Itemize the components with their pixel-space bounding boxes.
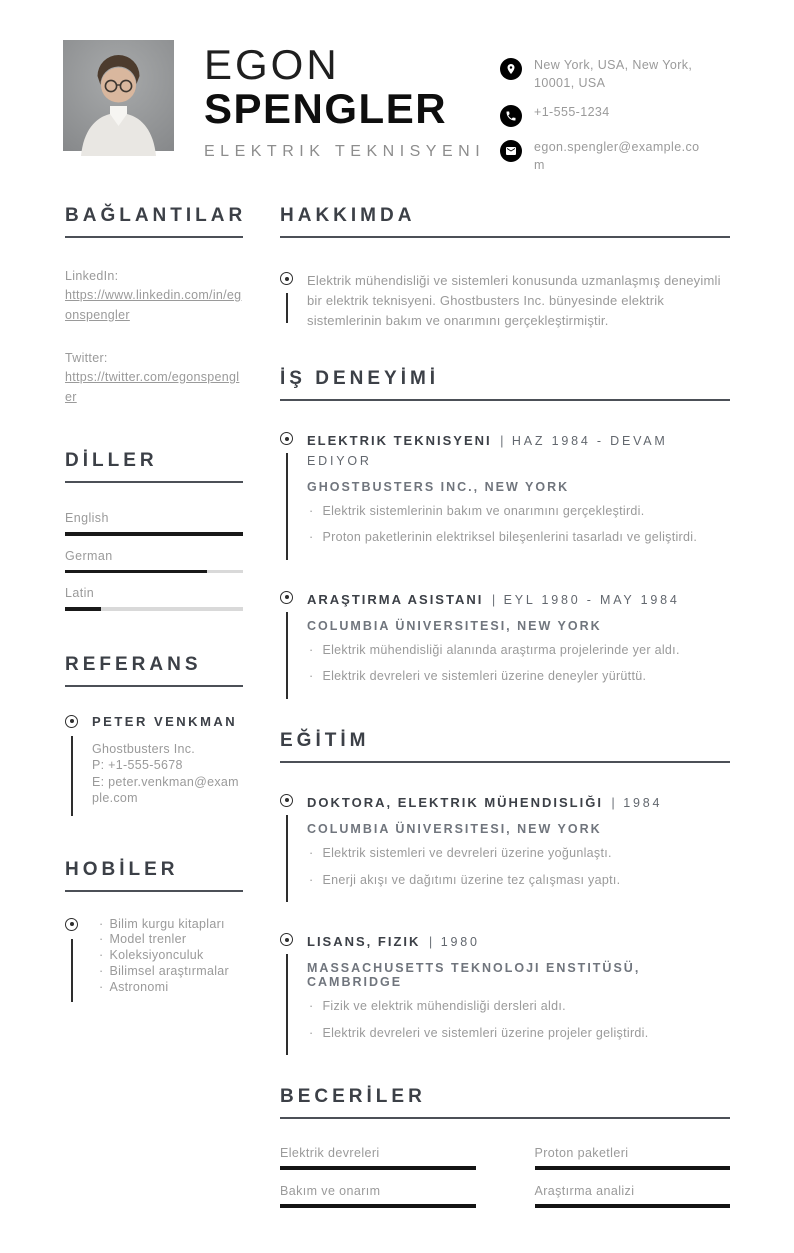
education-dates: 1984	[623, 795, 663, 810]
phone-icon	[500, 105, 522, 127]
about-text: Elektrik mühendisliği ve sistemleri konusunda uzmanlaşmış deneyimli bir elektrik teknisyeni. Ghostbusters Inc. bünyesinde elektrik sistemlerinin bakım ve onarımını gerçekleştirmiştir.	[307, 273, 721, 329]
experience-entry	[280, 590, 730, 699]
link-label: Twitter:	[65, 351, 108, 365]
envelope-icon	[500, 140, 522, 162]
education-bullets	[307, 998, 730, 1042]
skill-item	[280, 1146, 476, 1170]
experience-bullet: · Elektrik devreleri ve sistemleri üzerine deneyler yürüttü.	[307, 668, 730, 686]
education-title-row	[307, 932, 730, 951]
contact-location: New York, USA, New York, 10001, USA	[534, 58, 693, 90]
contact-email-row	[500, 139, 734, 174]
contact-block	[500, 40, 734, 186]
timeline-line	[286, 954, 288, 1055]
hobbies-section-title: HOBİLER	[65, 859, 243, 892]
language-bar-track	[65, 570, 243, 574]
links-body	[65, 269, 243, 407]
timeline-line	[71, 736, 73, 816]
education-entry	[280, 932, 730, 1055]
about-entry	[280, 271, 730, 331]
timeline-line	[286, 453, 288, 559]
experience-title-row	[307, 431, 730, 469]
reference-entry	[65, 714, 243, 816]
language-bar-track	[65, 607, 243, 611]
twitter-link[interactable]: https://twitter.com/egonspengler	[65, 370, 240, 404]
timeline-line	[286, 612, 288, 699]
profile-photo	[63, 40, 174, 151]
section-skills	[280, 1086, 730, 1222]
last-name: SPENGLER	[204, 85, 448, 132]
skill-bar-fill	[280, 1204, 476, 1208]
left-column	[65, 205, 247, 1253]
education-degree: DOKTORA, ELEKTRIK MÜHENDISLIĞI	[307, 794, 603, 810]
separator: |	[491, 591, 496, 607]
education-section-title: EĞİTİM	[280, 730, 730, 763]
language-name: English	[65, 511, 109, 525]
skills-grid	[280, 1146, 730, 1222]
reference-email: E: peter.venkman@example.com	[92, 775, 239, 805]
skill-bar-track	[280, 1204, 476, 1208]
section-hobbies	[65, 859, 243, 1002]
education-entry	[280, 793, 730, 902]
avatar	[63, 40, 174, 151]
section-about	[280, 205, 730, 331]
linkedin-link[interactable]: https://www.linkedin.com/in/egonspengler	[65, 288, 242, 322]
skill-bar-track	[535, 1166, 731, 1170]
hobbies-list	[92, 917, 243, 1002]
hobbies-body	[65, 917, 243, 1002]
language-bar-fill	[65, 532, 243, 536]
reference-body	[65, 714, 243, 816]
timeline-bullet-icon	[280, 432, 293, 445]
skill-name: Elektrik devreleri	[280, 1146, 380, 1161]
reference-details	[92, 742, 243, 816]
hobby-item: · Model trenler	[92, 932, 243, 948]
education-bullet: · Fizik ve elektrik mühendisliği dersleri aldı.	[307, 998, 730, 1016]
skill-item	[280, 1184, 476, 1208]
education-bullet: · Elektrik sistemleri ve devreleri üzerine yoğunlaştı.	[307, 845, 730, 863]
education-title-row	[307, 793, 730, 812]
language-item	[65, 549, 243, 574]
link-item-linkedin	[65, 269, 243, 325]
skill-bar-track	[280, 1166, 476, 1170]
skills-section-title: BECERİLER	[280, 1086, 730, 1119]
timeline-bullet-icon	[280, 794, 293, 807]
timeline-bullet-icon	[280, 591, 293, 604]
skill-bar-fill	[535, 1204, 731, 1208]
education-bullet: · Enerji akışı ve dağıtımı üzerine tez çalışması yaptı.	[307, 872, 730, 890]
language-bar-fill	[65, 570, 207, 574]
experience-bullet: · Proton paketlerinin elektriksel bileşenlerini tasarladı ve geliştirdi.	[307, 529, 730, 547]
timeline-bullet-icon	[65, 715, 78, 728]
experience-entry	[280, 431, 730, 559]
skill-bar-fill	[280, 1166, 476, 1170]
hobbies-entry	[65, 917, 243, 1002]
experience-company: GHOSTBUSTERS INC., NEW YORK	[307, 479, 570, 494]
separator: |	[428, 934, 433, 950]
section-education	[280, 730, 730, 1055]
separator: |	[611, 794, 615, 810]
first-name: EGON	[204, 41, 340, 88]
section-languages	[65, 450, 243, 611]
link-label: LinkedIn:	[65, 269, 119, 283]
timeline-line	[71, 939, 73, 1002]
hobby-item: · Bilim kurgu kitapları	[92, 917, 243, 933]
education-school: MASSACHUSETTS TEKNOLOJI ENSTITÜSÜ, CAMBRIDGE	[307, 961, 641, 990]
education-school: COLUMBIA ÜNIVERSITESI, NEW YORK	[307, 822, 602, 837]
reference-section-title: REFERANS	[65, 654, 243, 687]
timeline-bullet-icon	[65, 918, 78, 931]
reference-name: PETER VENKMAN	[92, 713, 238, 729]
contact-location-row	[500, 57, 734, 92]
skill-item	[535, 1146, 731, 1170]
skill-name: Proton paketleri	[534, 1146, 629, 1161]
reference-phone: P: +1-555-5678	[92, 758, 183, 773]
language-item	[65, 586, 243, 611]
skill-name: Bakım ve onarım	[280, 1184, 381, 1199]
body-columns	[65, 205, 730, 1253]
timeline-bullet-icon	[280, 933, 293, 946]
hobby-item: · Koleksiyonculuk	[92, 948, 243, 964]
skill-item	[535, 1184, 731, 1208]
hobby-item: · Astronomi	[92, 980, 243, 996]
language-bar-track	[65, 532, 243, 536]
name-block	[204, 40, 485, 186]
experience-bullets	[307, 642, 730, 686]
experience-bullet: · Elektrik mühendisliği alanında araştırma projelerinde yer aldı.	[307, 642, 730, 660]
skill-name: Araştırma analizi	[534, 1184, 635, 1199]
education-dates: 1980	[440, 935, 480, 950]
section-links	[65, 205, 247, 407]
experience-dates: EYL 1980 - MAY 1984	[503, 592, 680, 607]
language-name: German	[65, 548, 113, 563]
experience-bullet: · Elektrik sistemlerinin bakım ve onarımını gerçekleştirdi.	[307, 503, 730, 521]
experience-role: ELEKTRIK TEKNISYENI	[307, 433, 492, 449]
timeline-bullet-icon	[280, 272, 293, 285]
hobby-item: · Bilimsel araştırmalar	[92, 964, 243, 980]
contact-phone-row	[500, 104, 734, 127]
about-section-title: HAKKIMDA	[280, 205, 730, 238]
timeline-line	[286, 293, 288, 323]
job-title: ELEKTRIK TEKNISYENI	[204, 143, 486, 161]
skill-bar-fill	[535, 1166, 731, 1170]
experience-title-row	[307, 590, 730, 609]
education-bullet: · Elektrik devreleri ve sistemleri üzerine projeler geliştirdi.	[307, 1025, 730, 1043]
right-column	[280, 205, 730, 1253]
language-bar-fill	[65, 607, 101, 611]
experience-role: ARAŞTIRMA ASISTANI	[307, 591, 484, 607]
link-item-twitter	[65, 351, 243, 407]
location-pin-icon	[500, 58, 522, 80]
contact-phone: +1-555-1234	[534, 105, 610, 119]
skill-bar-track	[535, 1204, 731, 1208]
experience-bullets	[307, 503, 730, 547]
experience-company: COLUMBIA ÜNIVERSITESI, NEW YORK	[307, 618, 602, 633]
timeline-line	[286, 815, 288, 902]
header	[63, 40, 734, 186]
languages-body	[65, 511, 243, 611]
languages-section-title: DİLLER	[65, 450, 243, 483]
contact-email: egon.spengler@example.com	[534, 140, 700, 172]
language-item	[65, 511, 243, 536]
education-degree: LISANS, FIZIK	[307, 934, 421, 950]
reference-company: Ghostbusters Inc.	[92, 741, 196, 756]
education-bullets	[307, 845, 730, 889]
language-name: Latin	[65, 586, 95, 600]
experience-dates: HAZ 1984 - DEVAM EDIYOR	[307, 434, 668, 468]
separator: |	[500, 433, 504, 449]
section-experience	[280, 368, 730, 699]
experience-section-title: İŞ DENEYİMİ	[280, 368, 730, 401]
links-section-title: BAĞLANTILAR	[65, 205, 243, 238]
section-reference	[65, 654, 243, 816]
